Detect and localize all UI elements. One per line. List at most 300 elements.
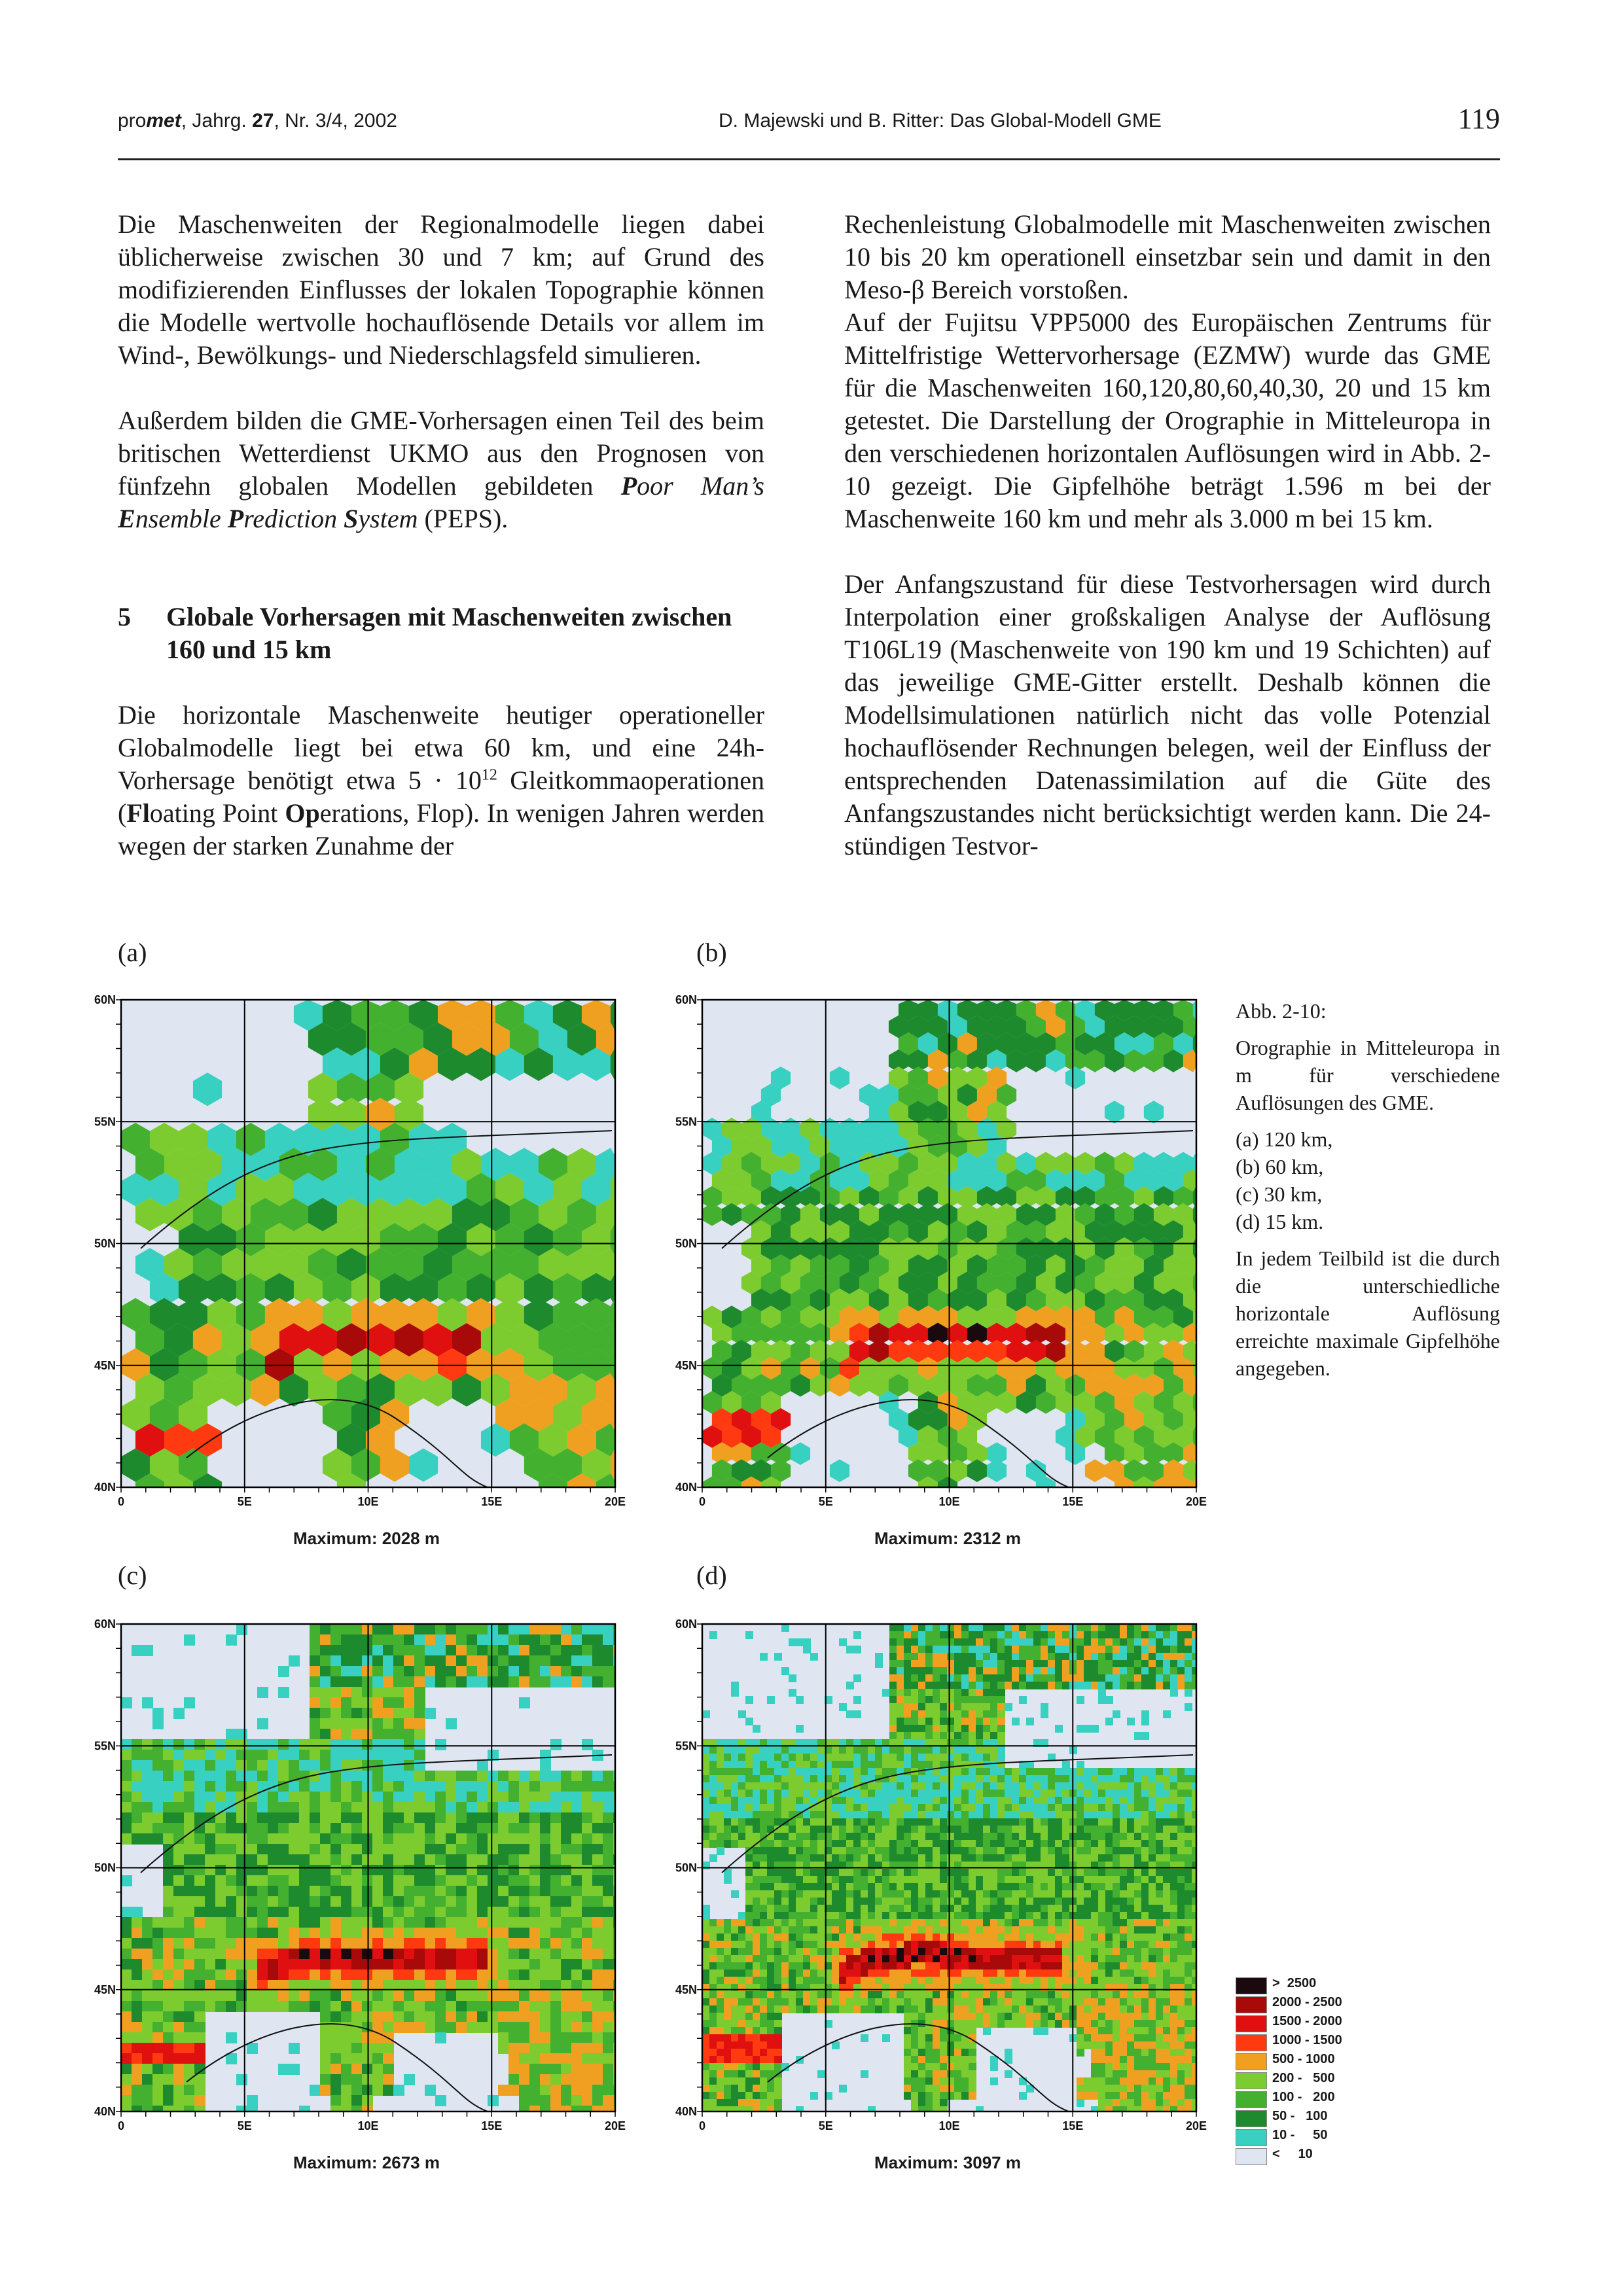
grid-cell [236, 1781, 247, 1792]
grid-cell [1019, 1768, 1027, 1776]
grid-cell [983, 1638, 991, 1646]
grid-cell [1098, 1660, 1106, 1668]
grid-cell [529, 1959, 541, 1970]
grid-cell [456, 1959, 467, 1970]
grid-cell [1113, 1811, 1120, 1819]
grid-cell [372, 1844, 383, 1855]
grid-cell [781, 1746, 789, 1754]
grid-cell [882, 1790, 890, 1797]
grid-cell [550, 1802, 562, 1813]
grid-cell [904, 1854, 912, 1862]
grid-cell [997, 1768, 1005, 1776]
grid-cell [456, 1990, 467, 2002]
grid-cell [868, 1898, 876, 1905]
grid-cell [983, 1754, 991, 1761]
grid-cell [1062, 1768, 1070, 1776]
grid-cell [889, 1761, 897, 1769]
grid-cell [969, 1883, 976, 1891]
grid-cell [1077, 1761, 1084, 1769]
grid-cell [702, 1746, 710, 1754]
grid-cell [1091, 1674, 1099, 1682]
grid-cell [961, 1667, 969, 1675]
paragraph [118, 699, 764, 862]
grid-cell [947, 1674, 955, 1682]
grid-cell [571, 2095, 582, 2106]
grid-cell [1170, 1631, 1178, 1639]
grid-cell [351, 1750, 363, 1761]
grid-cell [817, 1912, 825, 1920]
grid-cell [925, 1876, 933, 1884]
grid-cell [1084, 1667, 1092, 1675]
paragraph: Der Anfangszustand für diese Testvorhersagen wird durch Interpolation einer großskaligen Analyse der Auflösung T106L19 (Maschenweite von 190 km und 19 Schichten) auf das jeweilige GME-Gitter erstellt. Deshalb können die Modellsimulationen natürlich nicht das volle Potenzial hochauflösender Rechnungen belegen, weil der Einfluss der entsprechenden Datenassimilation auf die Güte des Anfangszustandes nicht berücksichtigt werden kann. Die 24-stündigen Testvor- [844, 569, 1491, 860]
grid-cell [508, 1676, 520, 1687]
grid-cell [236, 1907, 247, 1918]
grid-cell [592, 1949, 603, 1960]
grid-cell [603, 1802, 614, 1813]
grid-cell [918, 1667, 926, 1675]
grid-cell [961, 1919, 969, 1927]
grid-cell [1026, 1790, 1034, 1797]
grid-cell [853, 1912, 861, 1920]
grid-cell [753, 1847, 760, 1855]
grid-cell [603, 1854, 614, 1865]
grid-cell [404, 1792, 415, 1803]
grid-cell [383, 1750, 394, 1761]
grid-cell [393, 1666, 404, 1677]
grid-cell [1098, 1667, 1106, 1675]
grid-cell [810, 1905, 818, 1913]
grid-cell [289, 1854, 300, 1865]
grid-cell [226, 1928, 237, 1939]
grid-cell [236, 1771, 247, 1782]
grid-cell [781, 1761, 789, 1769]
grid-cell [561, 2064, 572, 2075]
grid-cell [832, 1826, 840, 1833]
grid-cell [731, 1754, 739, 1761]
grid-cell [540, 1896, 551, 1907]
grid-cell [1048, 1682, 1056, 1689]
grid-cell [173, 2001, 185, 2012]
grid-cell [969, 1689, 976, 1697]
grid-cell [1033, 1854, 1041, 1862]
grid-cell [839, 1826, 847, 1833]
grid-cell [184, 1739, 195, 1750]
grid-cell [1091, 1898, 1099, 1905]
orography-map-b [653, 987, 1216, 1530]
grid-cell [1012, 1646, 1020, 1653]
grid-cell [1091, 1883, 1099, 1891]
grid-cell [383, 2011, 394, 2022]
grid-cell [194, 1917, 205, 1928]
grid-cell [1163, 1876, 1171, 1884]
grid-cell [121, 1823, 132, 1834]
grid-cell [414, 1655, 425, 1667]
grid-cell [753, 1775, 760, 1783]
grid-cell [1026, 1890, 1034, 1898]
grid-cell [1019, 1782, 1027, 1790]
grid-cell [404, 1781, 415, 1792]
grid-cell [1141, 1732, 1149, 1740]
grid-cell [571, 1823, 582, 1834]
grid-cell [1156, 1682, 1164, 1689]
grid-cell [425, 1676, 436, 1687]
grid-cell [330, 1875, 342, 1886]
grid-cell [592, 1990, 603, 2002]
grid-cell [257, 1739, 268, 1750]
grid-cell [990, 1703, 998, 1711]
grid-cell [889, 1847, 897, 1855]
grid-cell [853, 1674, 861, 1682]
grid-cell [1026, 1631, 1034, 1639]
grid-cell [969, 1718, 976, 1725]
grid-cell [592, 2053, 603, 2064]
grid-cell [940, 1797, 948, 1805]
grid-cell [351, 1624, 363, 1635]
grid-cell [997, 1718, 1005, 1725]
grid-cell [477, 1634, 488, 1646]
grid-cell [330, 1949, 342, 1960]
grid-cell [1113, 1898, 1120, 1905]
grid-cell [351, 1760, 363, 1771]
grid-cell [1041, 1682, 1048, 1689]
grid-cell [954, 1725, 962, 1733]
grid-cell [796, 1790, 804, 1797]
grid-cell [498, 2085, 509, 2096]
grid-cell [435, 1624, 446, 1635]
grid-cell [983, 1840, 991, 1848]
grid-cell [194, 1812, 205, 1824]
grid-cell [435, 2022, 446, 2033]
grid-cell [1091, 1833, 1099, 1841]
grid-cell [933, 1667, 940, 1675]
grid-cell [1127, 1905, 1135, 1913]
grid-cell [997, 1898, 1005, 1905]
grid-cell [1048, 1638, 1056, 1646]
grid-cell [1163, 1660, 1171, 1668]
grid-cell [861, 1790, 868, 1797]
grid-cell [310, 1959, 321, 1970]
grid-cell [767, 1869, 775, 1877]
grid-cell [330, 1844, 342, 1855]
grid-cell [268, 1907, 279, 1918]
grid-cell [969, 1754, 976, 1761]
grid-cell [997, 1624, 1005, 1632]
grid-cell [1041, 1826, 1048, 1833]
grid-cell [889, 1732, 897, 1740]
grid-cell [435, 1949, 446, 1960]
grid-cell [592, 1969, 603, 1981]
grid-cell [897, 1912, 904, 1920]
grid-cell [488, 1676, 499, 1687]
grid-cell [456, 1917, 467, 1928]
grid-cell [508, 1865, 520, 1876]
grid-cell [1084, 1790, 1092, 1797]
grid-cell [205, 1792, 216, 1803]
grid-cell [529, 1928, 541, 1939]
grid-cell [561, 1812, 572, 1824]
grid-cell [961, 1818, 969, 1826]
grid-cell [163, 1833, 174, 1845]
grid-cell [1012, 1826, 1020, 1833]
grid-cell [1077, 1725, 1084, 1733]
grid-cell [540, 2011, 551, 2022]
grid-cell [1134, 1638, 1142, 1646]
grid-cell [488, 1969, 499, 1981]
grid-cell [1113, 1905, 1120, 1913]
grid-cell [467, 1917, 478, 1928]
grid-cell [889, 1703, 897, 1711]
grid-cell [1026, 1818, 1034, 1826]
grid-cell [810, 1826, 818, 1833]
grid-cell [1041, 1912, 1048, 1920]
grid-cell [1019, 1790, 1027, 1797]
grid-cell [1134, 1811, 1142, 1819]
grid-cell [571, 1645, 582, 1656]
map-canvas [653, 987, 1216, 1530]
grid-cell [1062, 1833, 1070, 1841]
grid-cell [132, 2074, 143, 2085]
grid-cell [760, 1782, 768, 1790]
grid-cell [467, 1624, 478, 1635]
grid-cell [1055, 1775, 1063, 1783]
grid-cell [592, 1854, 603, 1865]
grid-cell [435, 1792, 446, 1803]
grid-cell [1091, 1818, 1099, 1826]
grid-cell [132, 2064, 143, 2075]
grid-cell [142, 1645, 153, 1656]
grid-cell [1019, 1638, 1027, 1646]
grid-cell [868, 1876, 876, 1884]
grid-cell [477, 2001, 488, 2012]
grid-cell [508, 2074, 520, 2085]
grid-cell [760, 1818, 768, 1826]
grid-cell [925, 1833, 933, 1841]
grid-cell [1105, 1674, 1113, 1682]
grid-cell [911, 1797, 919, 1805]
grid-cell [582, 1771, 593, 1782]
grid-cell [446, 1666, 457, 1677]
grid-cell [341, 1844, 352, 1855]
grid-cell [875, 1890, 883, 1898]
grid-cell [571, 1886, 582, 1897]
grid-cell [540, 1750, 551, 1761]
grid-cell [796, 1768, 804, 1776]
grid-cell [561, 1802, 572, 1813]
grid-cell [1120, 1826, 1128, 1833]
grid-cell [760, 1811, 768, 1819]
grid-cell [414, 1792, 425, 1803]
grid-cell [1120, 1890, 1128, 1898]
grid-cell [320, 1718, 331, 1729]
grid-cell [289, 1896, 300, 1907]
grid-cell [1055, 1653, 1063, 1661]
grid-cell [289, 1969, 300, 1981]
grid-cell [1105, 1833, 1113, 1841]
grid-cell [933, 1703, 940, 1711]
grid-cell [976, 1682, 984, 1689]
grid-cell [947, 1847, 955, 1855]
grid-cell [330, 1833, 342, 1845]
grid-cell [997, 1653, 1005, 1661]
grid-cell [832, 1905, 840, 1913]
grid-cell [1005, 1790, 1012, 1797]
grid-cell [1105, 1682, 1113, 1689]
grid-cell [310, 1949, 321, 1960]
grid-cell [571, 1844, 582, 1855]
grid-cell [1055, 1818, 1063, 1826]
grid-cell [839, 1797, 847, 1805]
grid-cell [983, 1761, 991, 1769]
grid-cell [961, 1646, 969, 1653]
grid-cell [488, 2001, 499, 2012]
grid-cell [904, 1919, 912, 1927]
grid-cell [508, 1666, 520, 1677]
grid-cell [184, 2022, 195, 2033]
grid-cell [1041, 1775, 1048, 1783]
grid-cell [947, 1696, 955, 1704]
lon-label: 20E [604, 2119, 626, 2132]
grid-cell [372, 1697, 383, 1708]
grid-cell [897, 1674, 904, 1682]
grid-cell [839, 1883, 847, 1891]
grid-cell [846, 1840, 854, 1848]
grid-cell [488, 1645, 499, 1656]
grid-cell [774, 1761, 782, 1769]
grid-cell [1141, 1667, 1149, 1675]
grid-cell [152, 1760, 164, 1771]
grid-cell [257, 1854, 268, 1865]
grid-cell [940, 1919, 948, 1927]
grid-cell [236, 1949, 247, 1960]
grid-cell [789, 1919, 796, 1927]
grid-cell [404, 1697, 415, 1708]
grid-cell [861, 1797, 868, 1805]
grid-cell [519, 1676, 530, 1687]
grid-cell [257, 1938, 268, 1949]
grid-cell [781, 1854, 789, 1862]
grid-cell [1120, 1818, 1128, 1826]
grid-cell [983, 1890, 991, 1898]
grid-cell [351, 2001, 363, 2012]
grid-cell [810, 1869, 818, 1877]
grid-cell [1019, 1840, 1027, 1848]
grid-cell [1084, 1919, 1092, 1927]
grid-cell [550, 1823, 562, 1834]
grid-cell [299, 1959, 310, 1970]
grid-cell [933, 1890, 940, 1898]
grid-cell [372, 1969, 383, 1981]
grid-cell [310, 1907, 321, 1918]
grid-cell [990, 1876, 998, 1884]
grid-cell [810, 1912, 818, 1920]
grid-cell [1012, 1833, 1020, 1841]
grid-cell [889, 1710, 897, 1718]
grid-cell [310, 1854, 321, 1865]
grid-cell [163, 1928, 174, 1939]
grid-cell [592, 1875, 603, 1886]
grid-cell [1062, 1876, 1070, 1884]
grid-cell [1170, 1826, 1178, 1833]
grid-cell [1033, 1638, 1041, 1646]
grid-cell [351, 2064, 363, 2075]
grid-cell [1084, 1905, 1092, 1913]
grid-cell [882, 1912, 890, 1920]
grid-cell [383, 1917, 394, 1928]
grid-cell [383, 1666, 394, 1677]
grid-cell [142, 2085, 153, 2096]
grid-cell [983, 1689, 991, 1697]
grid-cell [1077, 1631, 1084, 1639]
grid-cell [1041, 1660, 1048, 1668]
grid-cell [488, 1792, 499, 1803]
grid-cell [1185, 1667, 1192, 1675]
grid-cell [456, 1865, 467, 1876]
grid-cell [969, 1811, 976, 1819]
grid-cell [121, 1990, 132, 2002]
grid-cell [540, 1854, 551, 1865]
grid-cell [571, 1928, 582, 1939]
grid-cell [1185, 1624, 1192, 1632]
grid-cell [1005, 1890, 1012, 1898]
grid-cell [330, 1896, 342, 1907]
grid-cell [911, 1674, 919, 1682]
grid-cell [1105, 1624, 1113, 1632]
grid-cell [257, 1875, 268, 1886]
grid-cell [1120, 1667, 1128, 1675]
grid-cell [205, 1938, 216, 1949]
grid-cell [435, 1896, 446, 1907]
grid-cell [1055, 1660, 1063, 1668]
grid-cell [142, 2095, 153, 2106]
grid-cell [1127, 1718, 1135, 1725]
grid-cell [817, 1883, 825, 1891]
grid-cell [882, 1804, 890, 1812]
grid-cell [498, 1959, 509, 1970]
grid-cell [961, 1718, 969, 1725]
grid-cell [152, 1990, 164, 2002]
grid-cell [803, 1775, 811, 1783]
grid-cell [774, 1775, 782, 1783]
grid-cell [897, 1653, 904, 1661]
grid-cell [875, 1883, 883, 1891]
grid-cell [889, 1624, 897, 1632]
grid-cell [933, 1847, 940, 1855]
grid-cell [925, 1905, 933, 1913]
grid-cell [299, 1823, 310, 1834]
grid-cell [173, 1896, 185, 1907]
grid-cell [1026, 1624, 1034, 1632]
grid-cell [731, 1890, 739, 1898]
grid-cell [1041, 1883, 1048, 1891]
grid-cell [488, 1854, 499, 1865]
grid-cell [592, 2074, 603, 2085]
grid-cell [1105, 1631, 1113, 1639]
grid-cell [582, 2011, 593, 2022]
grid-cell [1141, 1790, 1149, 1797]
lon-label: 20E [604, 1495, 626, 1508]
grid-cell [561, 1969, 572, 1981]
grid-cell [383, 1781, 394, 1792]
grid-cell [1084, 1653, 1092, 1661]
grid-cell [875, 1869, 883, 1877]
grid-cell [904, 1653, 912, 1661]
grid-cell [498, 1645, 509, 1656]
grid-cell [904, 1725, 912, 1733]
grid-cell [1005, 1631, 1012, 1639]
grid-cell [904, 1710, 912, 1718]
grid-cell [603, 2106, 614, 2111]
grid-cell [1084, 1660, 1092, 1668]
